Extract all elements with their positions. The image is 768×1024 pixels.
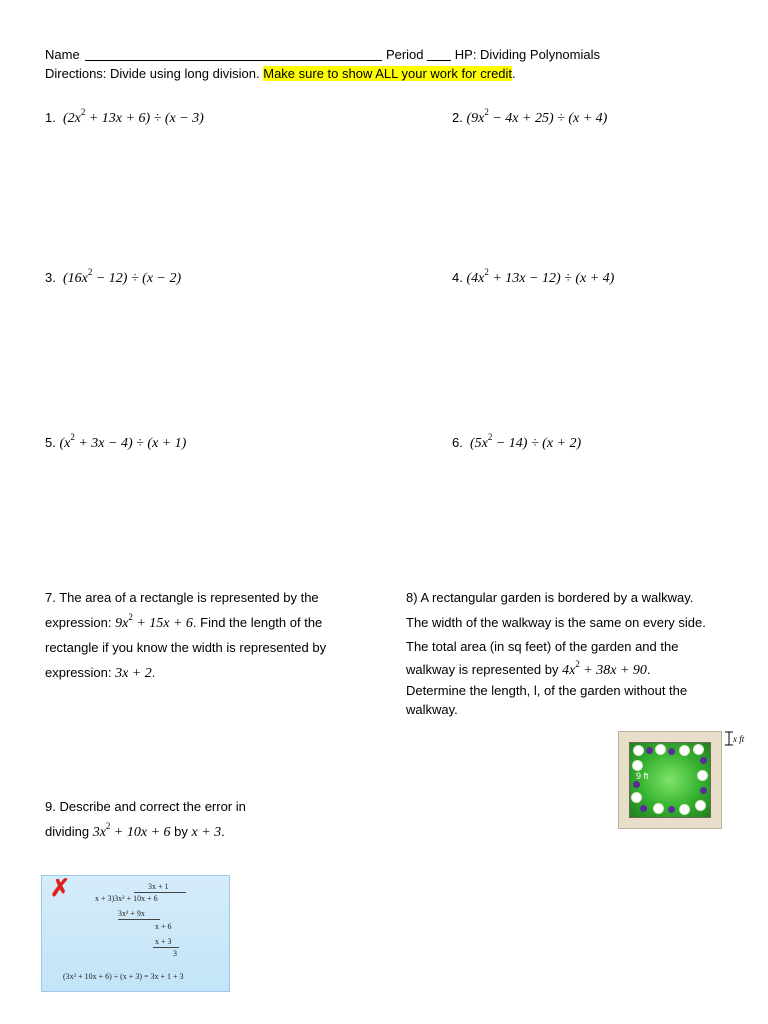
problem-8-line-6: walkway.: [406, 701, 458, 717]
flower-icon: [680, 805, 689, 814]
flower-icon: [656, 745, 665, 754]
problem-3: [45, 267, 182, 287]
directions-text: Directions: Divide using long division.: [45, 66, 260, 81]
violet-icon: [668, 748, 675, 755]
violet-icon: [700, 757, 707, 764]
problem-expression: $(4x^2 + 13x - 12) \div (x + 4)$: [466, 267, 615, 286]
problem-8-line-4: walkway is represented by $4x^2 + 38x + 90$.: [406, 658, 651, 678]
problem-number: 3.: [45, 270, 56, 285]
garden-side-label: 9 ft: [636, 771, 649, 781]
flower-icon: [696, 801, 705, 810]
problem-number: 2.: [452, 110, 463, 125]
step-1-rule: [118, 919, 160, 920]
problem-7-line-4: expression: 3x + 2.: [45, 664, 156, 681]
step-3: x + 3: [155, 937, 172, 946]
error-x-icon: ✗: [50, 875, 71, 902]
directions-end: .: [512, 66, 516, 81]
problem-9: [45, 795, 345, 845]
name-blank[interactable]: [85, 60, 382, 61]
problem-expression: $(2x^2 + 13x + 6) \div (x - 3)$: [62, 107, 204, 126]
problem-8-line-1: 8) A rectangular garden is bordered by a walkway.: [406, 590, 694, 605]
problem-8-line-3: The total area (in sq feet) of the garden and the: [406, 639, 679, 654]
step-2: x + 6: [155, 922, 172, 931]
problem-5: [45, 432, 187, 452]
period-blank[interactable]: [427, 60, 451, 61]
problem-7-line-2: expression: $9x^2 + 15x + 6$. Find the length of the: [45, 611, 323, 631]
remainder: 3: [173, 949, 177, 958]
problem-number: 5.: [45, 435, 56, 450]
problem-2: [452, 107, 608, 127]
problem-expression: $(x^2 + 3x - 4) \div (x + 1)$: [59, 432, 187, 451]
flower-icon: [654, 804, 663, 813]
flower-icon: [698, 771, 707, 780]
problem-4: [452, 267, 615, 287]
violet-icon: [668, 806, 675, 813]
divisor-dividend: x + 3)3x² + 10x + 6: [95, 894, 158, 903]
problem-8: [406, 586, 746, 719]
worksheet-title: HP: Dividing Polynomials: [454, 47, 600, 62]
conclusion: (3x² + 10x + 6) ÷ (x + 3) = 3x + 1 + 3: [63, 972, 184, 981]
problem-8-line-5: Determine the length, l, of the garden without the: [406, 682, 688, 698]
directions-highlight: Make sure to show ALL your work for credit: [263, 66, 513, 81]
flower-icon: [633, 761, 642, 770]
flower-icon: [694, 745, 703, 754]
problem-expression: $(16x^2 - 12) \div (x - 2)$: [62, 267, 182, 286]
problem-7-line-1: 7. The area of a rectangle is represented by the: [45, 590, 319, 605]
error-example-figure: [41, 875, 230, 992]
period-label: Period: [385, 47, 424, 62]
problem-7: [45, 586, 385, 686]
flower-icon: [634, 746, 643, 755]
violet-icon: [633, 781, 640, 788]
problem-9-line-1: 9. Describe and correct the error in: [45, 799, 246, 814]
header-line: [45, 47, 600, 62]
flower-icon: [680, 746, 689, 755]
directions: [45, 66, 516, 81]
problem-9-line-2: dividing $3x^2 + 10x + 6$ by x + 3.: [45, 820, 225, 840]
garden-lawn: [629, 742, 711, 818]
division-bar: [134, 892, 186, 893]
problem-number: 4.: [452, 270, 463, 285]
problem-1: [45, 107, 204, 127]
problem-number: 6.: [452, 435, 463, 450]
problem-6: [452, 432, 582, 452]
garden-figure: [618, 731, 722, 829]
walkway-width-label: x ft: [733, 734, 745, 744]
step-1: 3x² + 9x: [118, 909, 145, 918]
quotient: 3x + 1: [148, 882, 169, 891]
problem-number: 1.: [45, 110, 56, 125]
violet-icon: [640, 805, 647, 812]
problem-expression: $(9x^2 - 4x + 25) \div (x + 4)$: [466, 107, 608, 126]
violet-icon: [700, 787, 707, 794]
step-3-rule: [153, 947, 179, 948]
name-label: Name: [45, 47, 80, 62]
problem-7-line-3: rectangle if you know the width is represented by: [45, 640, 327, 655]
violet-icon: [646, 747, 653, 754]
problem-8-line-2: The width of the walkway is the same on every side.: [406, 614, 706, 630]
problem-expression: $(5x^2 - 14) \div (x + 2)$: [469, 432, 582, 451]
flower-icon: [632, 793, 641, 802]
